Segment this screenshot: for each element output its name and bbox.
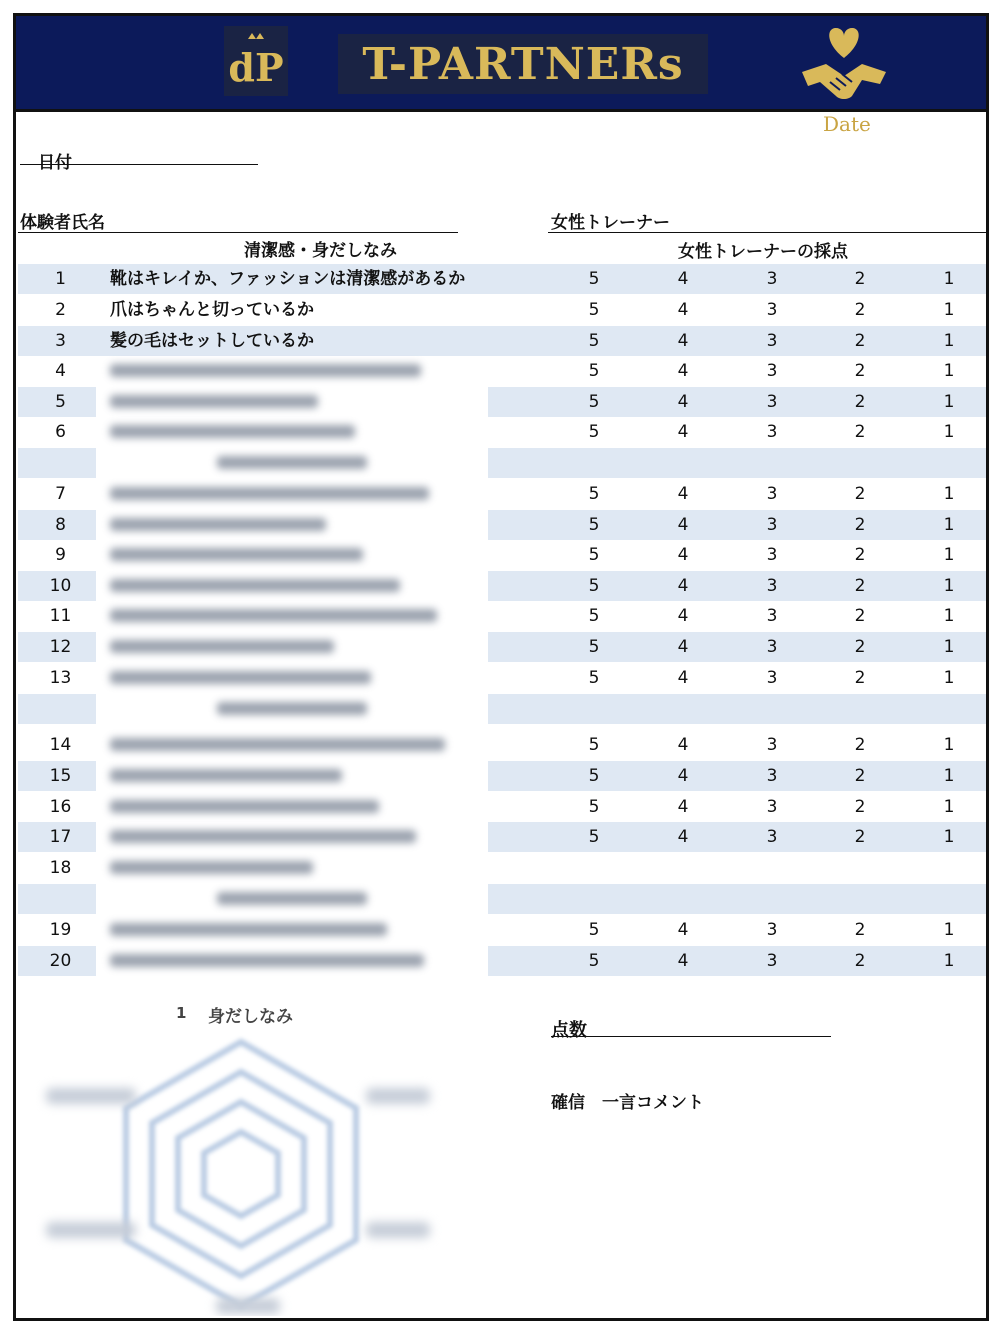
score-option-4[interactable]: 4 [677,637,689,657]
brand-title: T-PARTNERs [362,38,684,90]
table-row [18,915,986,945]
score-option-2[interactable]: 2 [854,576,866,596]
brand-title-box [338,34,708,94]
row-number: 6 [55,422,66,442]
score-option-3[interactable]: 3 [766,392,778,412]
trainer-name-line[interactable] [548,232,988,233]
score-option-4[interactable]: 4 [677,545,689,565]
participant-name-label: 体験者氏名 [20,213,105,233]
score-option-3[interactable]: 3 [766,545,778,565]
score-option-3[interactable]: 3 [766,920,778,940]
score-option-2[interactable]: 2 [854,637,866,657]
table-row [18,601,986,631]
score-option-1[interactable]: 1 [943,951,955,971]
redacted-question [96,540,488,570]
score-option-1[interactable]: 1 [943,668,955,688]
score-option-3[interactable]: 3 [766,735,778,755]
row-number: 1 [55,269,66,289]
score-option-1[interactable]: 1 [943,484,955,504]
table-row [18,326,986,356]
redacted-question [96,694,488,724]
score-option-2[interactable]: 2 [854,392,866,412]
row-number: 18 [49,858,72,878]
row-number: 15 [49,766,72,786]
score-option-1[interactable]: 1 [943,797,955,817]
score-option-2[interactable]: 2 [854,766,866,786]
radar-axis1-label: 身だしなみ [208,1007,293,1027]
score-option-1[interactable]: 1 [943,827,955,847]
score-option-4[interactable]: 4 [677,392,689,412]
redacted-question [96,571,488,601]
date-logo-text: Date [823,112,871,136]
score-option-4[interactable]: 4 [677,361,689,381]
score-option-5[interactable]: 5 [588,392,600,412]
score-option-4[interactable]: 4 [677,766,689,786]
score-option-1[interactable]: 1 [943,269,955,289]
score-option-4[interactable]: 4 [677,300,689,320]
redacted-question [96,387,488,417]
score-option-5[interactable]: 5 [588,668,600,688]
score-option-4[interactable]: 4 [677,484,689,504]
table-row [18,264,986,294]
score-option-2[interactable]: 2 [854,269,866,289]
score-option-3[interactable]: 3 [766,300,778,320]
row-number: 7 [55,484,66,504]
dp-monogram-icon [228,31,284,91]
table-row [18,479,986,509]
row-number: 2 [55,300,66,320]
table-row [18,295,986,325]
table-row [18,571,986,601]
redacted-question [96,417,488,447]
evaluation-sheet [13,13,989,1321]
radar-hexagon-icon [36,1016,456,1316]
score-option-3[interactable]: 3 [766,484,778,504]
row-number: 17 [49,827,72,847]
score-option-5[interactable]: 5 [588,269,600,289]
score-option-5[interactable]: 5 [588,920,600,940]
score-option-3[interactable]: 3 [766,515,778,535]
redacted-question [96,510,488,540]
radar-axis1-num: 1 [176,1004,187,1022]
row-number: 3 [55,331,66,351]
redacted-question [96,356,488,386]
row-number: 19 [49,920,72,940]
score-option-2[interactable]: 2 [854,422,866,442]
score-option-5[interactable]: 5 [588,606,600,626]
score-option-4[interactable]: 4 [677,735,689,755]
score-option-2[interactable]: 2 [854,735,866,755]
row-number: 8 [55,515,66,535]
row-number: 14 [49,735,72,755]
score-option-1[interactable]: 1 [943,515,955,535]
score-option-1[interactable]: 1 [943,331,955,351]
date-label: 日付 [38,153,72,173]
row-number: 16 [49,797,72,817]
score-option-4[interactable]: 4 [677,668,689,688]
radar-chart [36,1004,456,1316]
score-column-header: 女性トレーナーの採点 [678,242,848,262]
score-option-2[interactable]: 2 [854,951,866,971]
redacted-question [96,853,488,883]
redacted-question [96,632,488,662]
row-number: 5 [55,392,66,412]
score-option-3[interactable]: 3 [766,269,778,289]
score-option-2[interactable]: 2 [854,300,866,320]
question-text: 爪はちゃんと切っているか [110,300,314,320]
score-option-5[interactable]: 5 [588,797,600,817]
score-option-3[interactable]: 3 [766,637,778,657]
score-option-3[interactable]: 3 [766,331,778,351]
score-option-1[interactable]: 1 [943,545,955,565]
score-option-4[interactable]: 4 [677,576,689,596]
redacted-question [96,730,488,760]
score-total-label: 点数 [551,1020,587,1041]
score-option-1[interactable]: 1 [943,361,955,381]
score-option-5[interactable]: 5 [588,766,600,786]
table-row [18,417,986,447]
score-option-3[interactable]: 3 [766,827,778,847]
table-row [18,632,986,662]
score-option-3[interactable]: 3 [766,361,778,381]
trainer-label: 女性トレーナー [551,213,670,233]
score-option-5[interactable]: 5 [588,422,600,442]
score-option-5[interactable]: 5 [588,576,600,596]
redacted-question [96,946,488,976]
redacted-question [96,822,488,852]
score-option-3[interactable]: 3 [766,668,778,688]
table-row [18,730,986,760]
score-option-5[interactable]: 5 [588,361,600,381]
score-option-4[interactable]: 4 [677,951,689,971]
row-number: 9 [55,545,66,565]
score-option-4[interactable]: 4 [677,827,689,847]
score-option-5[interactable]: 5 [588,300,600,320]
score-option-5[interactable]: 5 [588,951,600,971]
table-row [18,822,986,852]
question-text: 靴はキレイか、ファッションは清潔感があるか [110,269,466,289]
row-number: 4 [55,361,66,381]
score-option-3[interactable]: 3 [766,606,778,626]
row-number: 13 [49,668,72,688]
table-row [18,510,986,540]
comment-label: 確信 一言コメント [551,1093,704,1113]
table-row [18,540,986,570]
score-option-1[interactable]: 1 [943,606,955,626]
score-option-2[interactable]: 2 [854,515,866,535]
score-option-5[interactable]: 5 [588,735,600,755]
redacted-question [96,884,488,914]
brand-logo-mark [224,26,288,96]
date-field-line[interactable] [20,164,258,165]
table-row [18,853,986,883]
table-row [18,761,986,791]
score-option-1[interactable]: 1 [943,576,955,596]
score-option-3[interactable]: 3 [766,951,778,971]
score-option-4[interactable]: 4 [677,797,689,817]
table-row [18,663,986,693]
score-option-1[interactable]: 1 [943,735,955,755]
row-number: 12 [49,637,72,657]
svg-text:dP: dP [228,45,284,90]
score-option-3[interactable]: 3 [766,766,778,786]
score-option-4[interactable]: 4 [677,920,689,940]
score-option-1[interactable]: 1 [943,920,955,940]
score-option-1[interactable]: 1 [943,422,955,442]
score-option-5[interactable]: 5 [588,545,600,565]
table-row [18,792,986,822]
score-option-2[interactable]: 2 [854,668,866,688]
section-header-row [18,694,986,724]
score-option-5[interactable]: 5 [588,484,600,504]
score-option-4[interactable]: 4 [677,422,689,442]
question-text: 髪の毛はセットしているか [110,331,314,351]
score-option-2[interactable]: 2 [854,920,866,940]
score-option-1[interactable]: 1 [943,766,955,786]
score-option-2[interactable]: 2 [854,606,866,626]
table-row [18,387,986,417]
participant-name-line[interactable] [18,232,458,233]
section-title-grooming: 清潔感・身だしなみ [244,241,397,261]
section-header-row [18,884,986,914]
row-number: 11 [49,606,72,626]
row-number: 20 [49,951,72,971]
score-option-5[interactable]: 5 [588,637,600,657]
score-option-2[interactable]: 2 [854,484,866,504]
score-option-3[interactable]: 3 [766,422,778,442]
redacted-question [96,792,488,822]
score-option-1[interactable]: 1 [943,637,955,657]
score-option-4[interactable]: 4 [677,269,689,289]
table-row [18,356,986,386]
score-total-line[interactable] [551,1036,831,1037]
redacted-question [96,663,488,693]
score-option-1[interactable]: 1 [943,300,955,320]
score-option-2[interactable]: 2 [854,797,866,817]
score-option-2[interactable]: 2 [854,331,866,351]
redacted-question [96,479,488,509]
score-option-4[interactable]: 4 [677,515,689,535]
score-option-3[interactable]: 3 [766,797,778,817]
table-row [18,946,986,976]
score-option-3[interactable]: 3 [766,576,778,596]
redacted-question [96,601,488,631]
redacted-question [96,915,488,945]
redacted-question [96,761,488,791]
score-option-1[interactable]: 1 [943,392,955,412]
score-option-4[interactable]: 4 [677,606,689,626]
score-option-4[interactable]: 4 [677,331,689,351]
score-option-2[interactable]: 2 [854,545,866,565]
section-header-row [18,448,986,478]
score-option-5[interactable]: 5 [588,515,600,535]
score-option-2[interactable]: 2 [854,361,866,381]
score-option-2[interactable]: 2 [854,827,866,847]
redacted-question [96,448,488,478]
score-option-5[interactable]: 5 [588,827,600,847]
score-option-5[interactable]: 5 [588,331,600,351]
row-number: 10 [49,576,72,596]
